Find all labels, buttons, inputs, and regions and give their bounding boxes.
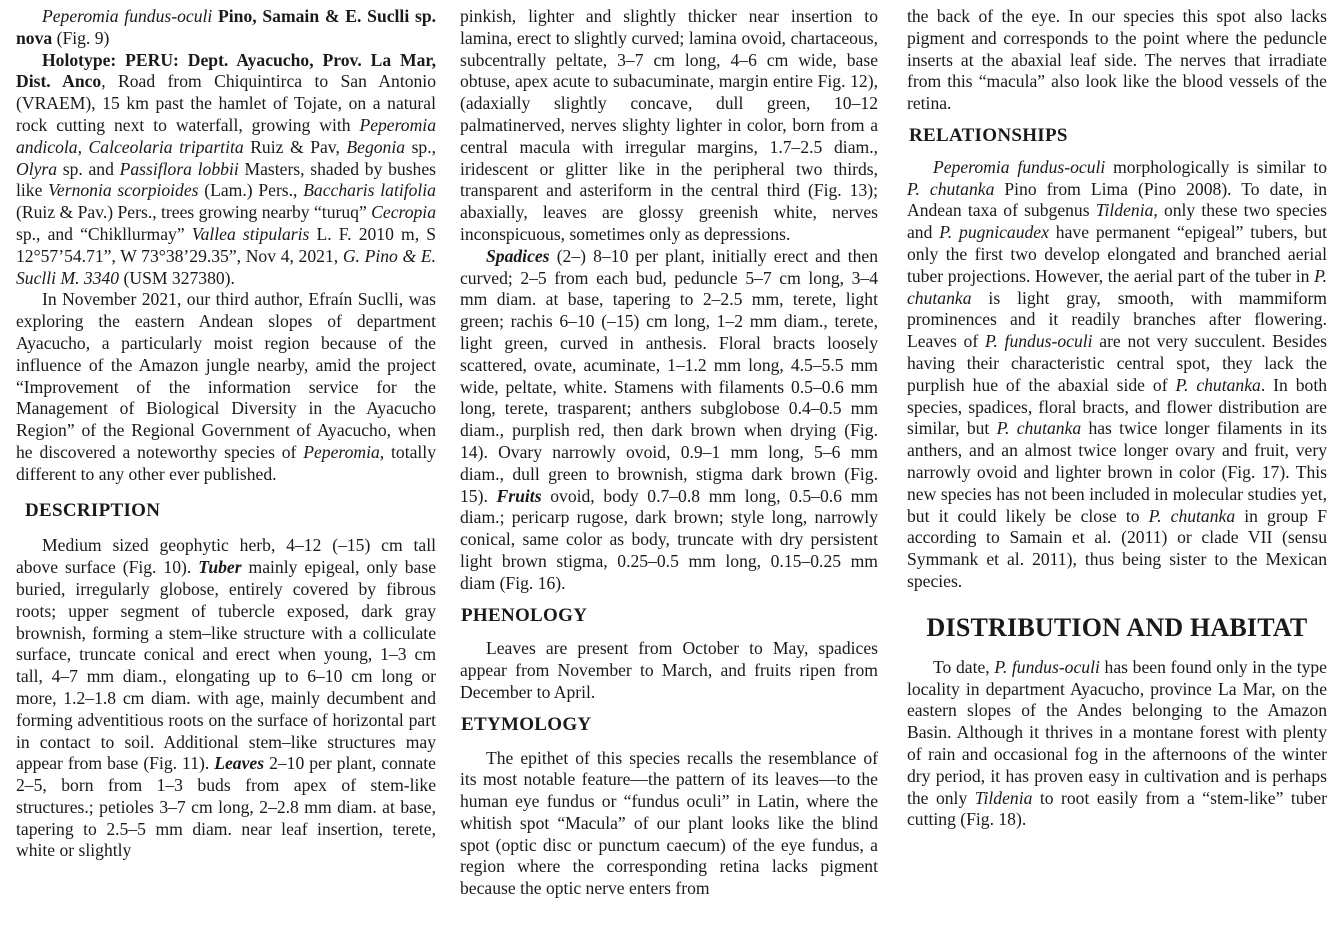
etymology-paragraph: The epithet of this species recalls the resemblance of its most notable feature—the pattern of its leaves—to the human eye fundus or “fundus oculi” in Latin, where the whitish spot “Macula” of our plant looks like the blind spot (optic disc or punctum caecum) of the eye fundus, a region where the corresponding retina lacks pigment because the optic nerve enters from [460,747,878,899]
relationships-text: is light gray, smooth, with mammiform prominences and it readily branches after flowering. Leaves of [907,287,1327,352]
relationships-heading: RELATIONSHIPS [909,124,1068,146]
taxon-name: Tildenia [974,787,1033,808]
taxon-name: P. pugnicaudex [939,222,1049,243]
holotype-text: (USM 327380). [119,267,235,288]
description-text: Medium sized geophytic herb, 4–12 (–15) cm tall above surface (Fig. 10). [16,535,436,578]
fruits-label: Fruits [496,485,542,506]
leaf-description-paragraph: pinkish, lighter and slightly thicker near insertion to lamina, erect to slightly curved; lamina ovoid, chartaceous, subcentrally peltate, 3–7 cm long, 4–6 cm wide, base obtuse, apex acute to subacuminate, margin entire Fig. 12), (adaxially slightly concave, dull green, 10–12 palmatinerved, nerves slighty lighter in color, born from a central macula with irregular margins, 1.7–2.5 diam., iridescent or glitter like in the peripheral two thirds, transparent and asteriform in the central third (Fig. 13); abaxially, leaves are glossy greenish white, nerves inconspicuous, sometimes only as depressions. [460,6,878,244]
taxon-name: P. chutanka [907,265,1327,308]
phenology-heading: PHENOLOGY [461,604,588,626]
fruits-text: ovoid, body 0.7–0.8 mm long, 0.5–0.6 mm diam.; pericarp rugose, dark brown; style long, narrowly conical, same color as body, truncate with dry persistent light brown stigma, 0.25–0.5 mm long, 0.15–0.25 mm diam (Fig. 16). [460,485,879,593]
holotype-text: sp., [405,136,437,157]
taxon-name: Begonia [346,136,406,157]
species-fig-ref: (Fig. 9) [52,27,110,48]
taxon-name: P. fundus-oculi [984,331,1093,352]
leaves-label: Leaves [214,753,265,774]
holotype-text: sp., and “Chikllurmay” [16,223,192,244]
distribution-heading: DISTRIBUTION AND HABITAT [926,612,1308,642]
taxon-name: Baccharis latifolia [303,180,436,201]
etymology-heading: ETYMOLOGY [461,713,592,735]
column-left [16,6,436,862]
taxon-name: Calceolaria tripartita [88,136,244,157]
taxon-name: P. chutanka [1148,505,1236,526]
distribution-text: To date, [933,656,995,677]
holotype-text: , Road from Chiquintirca to San Antonio (VRAEM), 15 km past the hamlet of Tojate, on a natural rock cutting next to waterfall, growing with [16,71,436,135]
distribution-paragraph [907,657,1327,831]
column-middle [460,6,878,900]
holotype-text: Masters, shaded by bushes like [16,158,437,201]
taxon-name: Olyra [16,158,58,179]
holotype-paragraph [16,50,436,290]
relationships-text: Pino from Lima (Pino 2008). To date, in Andean taxa of subgenus [907,178,1327,221]
distribution-text: to root easily from a “stem-like” tuber cutting (Fig. 18). [907,787,1327,830]
holotype-text: L. F. 2010 m, S 12°57’54.71”, W 73°38’29.35”, Nov 4, 2021, [16,223,437,266]
tuber-label: Tuber [198,557,242,578]
taxon-name: Vernonia scorpioides [48,180,199,201]
taxon-name: Cecropia [371,202,436,223]
intro-paragraph [16,289,436,485]
relationships-text: are not very succulent. Besides having their characteristic central spot, they lack the purplish hue of the abaxial side of [907,331,1327,395]
taxon-name: Peperomia fundus-oculi [933,156,1106,177]
taxon-name: P. chutanka [1175,374,1261,395]
collector-reference: G. Pino & E. Suclli M. 3340 [16,245,436,288]
column-right [907,6,1327,831]
taxon-name: Tildenia [1095,200,1154,221]
phenology-paragraph: Leaves are present from October to May, spadices appear from November to March, and fruits ripen from December to April. [460,638,878,702]
relationships-text: has twice longer filaments in its anthers, and an almost twice longer ovary and fruit, very narrowly ovoid and lighter brown in color (Fig. 17). This new species has not been included in molecular studies yet, but it could likely be close to [907,418,1328,526]
species-authors: Pino, Samain & E. Suclli sp. nova [16,6,436,48]
relationships-text: , only these two species and [907,200,1327,243]
relationships-text: have permanent “epigeal” tubers, but only the first two develop elongated and branched aerial tuber projections. However, the aerial part of the tuber in [907,222,1327,286]
intro-text: In November 2021, our third author, Efraín Suclli, was exploring the eastern Andean slopes of department Ayacucho, a particularly moist region because of the influence of the Amazon jungle nearby, amid the project “Improvement of the information service for the Management of Biological Diversity in the Ayacucho Region” of the Regional Government of Ayacucho, when he discovered a noteworthy species of [16,289,436,462]
taxon-name: Passiflora lobbii [119,158,239,179]
taxon-name: P. fundus-oculi [994,656,1100,677]
distribution-text: has been found only in the type locality in department Ayacucho, province La Mar, on the eastern slopes of the Andes belonging to the Amazon Basin. Although it thrives in a montane forest with plenty of rain and occasional fog in the afternoons of the winter dry period, it has proven easy in cultivation and is perhaps the only [907,656,1327,808]
taxon-name: Peperomia andicola [16,114,436,157]
description-paragraph [16,535,436,862]
taxon-name: P. chutanka [996,418,1082,439]
holotype-text: (Ruiz & Pav.) Pers., trees growing nearby “turuq” [16,202,372,223]
relationships-paragraph [907,157,1327,593]
taxon-name: Peperomia [303,441,380,462]
holotype-text: Ruiz & Pav, [243,136,347,157]
relationships-text: . In both species, spadices, floral bracts, and flower distribution are similar, but [907,374,1327,439]
description-heading: DESCRIPTION [25,499,161,521]
holotype-text: sp. and [57,158,120,179]
intro-text: , totally different to any other ever published. [16,441,436,484]
spadices-paragraph [460,246,878,595]
description-text: mainly epigeal, only base buried, irregularly globose, entirely covered by fibrous roots; upper segment of tubercle exposed, dark gray brownish, forming a stem–like structure with a colliculate surface, truncate conical and erect when young, 1–3 cm tall, 4–7 mm diam., elongating up to 6–10 cm long or more, 1.2–1.8 cm diam. with age, mainly decumbent and forming adventitious roots on the surface of horizontal part in contact to soil. Additional stem–like structures may appear from base (Fig. 11). [16,557,436,774]
spadices-label: Spadices [486,245,550,266]
relationships-text: morphologically is similar to [1105,156,1328,177]
description-text: 2–10 per plant, connate 2–5, born from 1–3 buds from apex of stem-like structures.; petioles 3–7 cm long, 2–2.8 mm diam. at base, tapering to 2.5–5 mm diam. near leaf insertion, terete, white or slightly [16,753,436,861]
relationships-text: in group F according to Samain et al. (2011) or clade VII (sensu Symmank et al. 2011), thus being sister to the Mexican species. [907,505,1327,591]
spadices-text: (2–) 8–10 per plant, initially erect and then curved; 2–5 from each bud, peduncle 5–7 cm long, 3–4 mm diam. at base, tapering to 2–2.5 mm, terete, light green; rachis 6–10 (–15) cm long, 1–2 mm diam., terete, light green, curved in anthesis. Floral bracts loosely scattered, ovate, acuminate, 1–1.2 mm long, 4.5–5.5 mm wide, peltate, white. Stamens with filaments 0.5–0.6 mm long, terete, trasparent; anthers subglobose 0.4–0.5 mm diam., purplish red, then dark brown when drying (Fig. 14). Ovary narrowly ovoid, 0.9–1 mm long, 5–6 mm diam., dull green to brownish, stigma dark brown (Fig. 15). [460,245,878,506]
taxon-name: Vallea stipularis [191,223,310,244]
holotype-label: Holotype: PERU: Dept. Ayacucho, Prov. La Mar, Dist. Anco [16,49,436,92]
species-title-paragraph [16,6,436,50]
taxon-name: P. chutanka [907,178,995,199]
holotype-text: (Lam.) Pers., [198,180,304,201]
holotype-text: , [77,136,89,157]
etymology-continued-paragraph: the back of the eye. In our species this spot also lacks pigment and corresponds to the point where the peduncle inserts at the abaxial leaf side. The nerves that irradiate from this “macula” also look like the blood vessels of the retina. [907,6,1327,114]
species-name: Peperomia fundus-oculi [42,6,213,26]
